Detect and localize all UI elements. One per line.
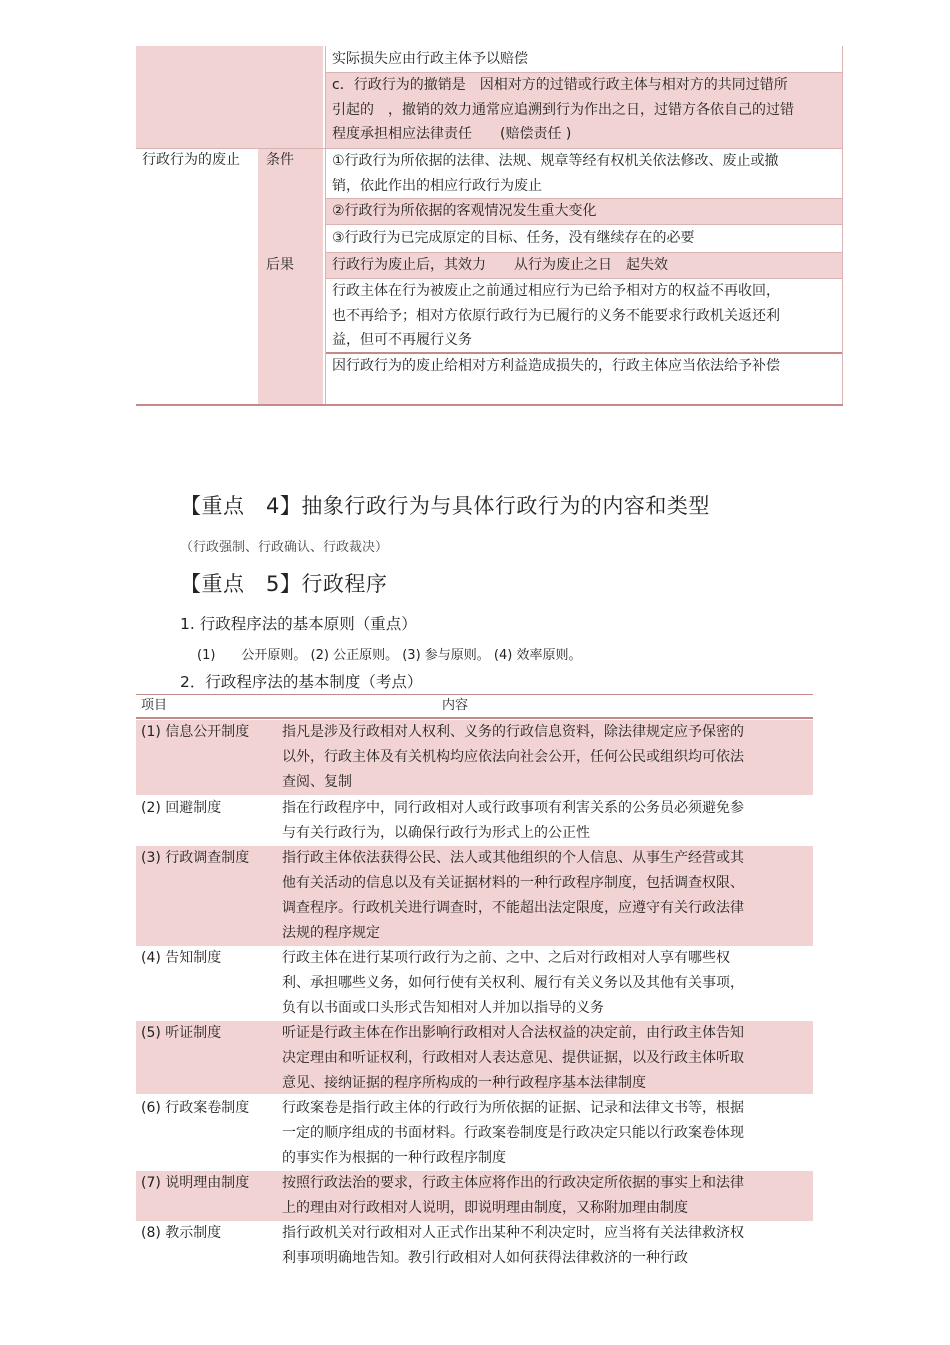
content-cell xyxy=(326,253,843,278)
content-cell xyxy=(326,46,843,72)
result-1-text: 行政行为废止后，其效力 从行为废止之日 起失效 xyxy=(332,257,668,273)
row-content: 指凡是涉及行政相对人权利、义务的行政信息资料，除法律规定应予保密的以外，行政主体及有关机构均应依法向社会公开，任何公民或组织均可依法查阅、复制 xyxy=(282,724,744,790)
row-item: (6) 行政案卷制度 xyxy=(141,1100,250,1116)
row-item: (1) 信息公开制度 xyxy=(141,724,250,740)
key5-heading: 【重点 5】行政程序 xyxy=(180,572,388,596)
row-content: 按照行政法治的要求，行政主体应将作出的行政决定所依据的事实上和法律上的理由对行政相对人说明，即说明理由制度，又称附加理由制度 xyxy=(282,1175,744,1216)
row-item: (4) 告知制度 xyxy=(141,950,222,966)
column-divider xyxy=(325,46,326,404)
key4-heading: 【重点 4】抽象行政行为与具体行政行为的内容和类型 xyxy=(180,494,710,518)
row-item: (8) 教示制度 xyxy=(141,1225,222,1241)
divider xyxy=(326,252,843,253)
row-content: 指在行政程序中，同行政相对人或行政事项有利害关系的公务员必须避免参与有关行政行为，以确保行政行为形式上的公正性 xyxy=(282,800,744,841)
key4-subtitle: （行政强制、行政确认、行政裁决） xyxy=(180,540,389,555)
condition-2-text: ②行政行为所依据的客观情况发生重大变化 xyxy=(332,203,597,219)
content-cell xyxy=(326,354,843,406)
row-item: (5) 听证制度 xyxy=(141,1025,222,1041)
table-row xyxy=(136,796,813,846)
table-row xyxy=(136,1221,813,1271)
right-border xyxy=(842,46,843,404)
row-content: 行政主体在进行某项行政行为之前、之中、之后对行政相对人享有哪些权利、承担哪些义务，如何行使有关权利、履行有关义务以及其他有关事项，负有以书面或口头形式告知相对人并加以指导的义务 xyxy=(282,950,744,1016)
principles-heading: 1. 行政程序法的基本原则（重点） xyxy=(180,615,417,633)
label-cell-blank xyxy=(136,46,323,148)
divider xyxy=(136,148,843,149)
condition-label: 条件 xyxy=(266,152,294,168)
condition-1-text: ①行政行为所依据的法律、法规、规章等经有权机关依法修改、废止或撤销，依此作出的相应行政行为废止 xyxy=(332,153,779,194)
content-cell xyxy=(326,279,843,352)
content-cell xyxy=(326,73,843,148)
result-3-text: 因行政行为的废止给相对方利益造成损失的，行政主体应当依法给予补偿 xyxy=(332,358,780,374)
table-row xyxy=(136,720,813,795)
result-label: 后果 xyxy=(266,257,294,273)
table-row xyxy=(136,846,813,946)
table-row xyxy=(136,1171,813,1221)
condition-3-text: ③行政行为已完成原定的目标、任务，没有继续存在的必要 xyxy=(332,230,695,246)
row-content: 行政案卷是指行政主体的行政行为所依据的证据、记录和法律文书等，根据一定的顺序组成的书面材料。行政案卷制度是行政决定只能以行政案卷体现的事实作为根据的一种行政程序制度 xyxy=(282,1100,744,1166)
result-2-text: 行政主体在行为被废止之前通过相应行为已给予相对方的权益不再收回，也不再给予；相对方依原行政行为已履行的义务不能要求行政机关返还利益，但可不再履行义务 xyxy=(332,283,780,348)
content-cell xyxy=(326,149,843,199)
divider xyxy=(326,278,843,279)
table-row xyxy=(136,1096,813,1171)
row-content: 听证是行政主体在作出影响行政相对人合法权益的决定前，由行政主体告知决定理由和听证权利，行政相对人表达意见、提供证据，以及行政主体听取意见、接纳证据的程序所构成的一种行政程序基本法律制度 xyxy=(282,1025,744,1091)
revocation-abolition-table xyxy=(136,46,843,406)
table-header xyxy=(136,694,813,719)
divider xyxy=(326,224,843,225)
content-cell xyxy=(326,199,843,224)
divider xyxy=(326,198,843,199)
table-row xyxy=(136,1021,813,1094)
systems-heading: 2．行政程序法的基本制度（考点） xyxy=(180,673,423,691)
row-item: (7) 说明理由制度 xyxy=(141,1175,250,1191)
row-item: (2) 回避制度 xyxy=(141,800,222,816)
header-content: 内容 xyxy=(442,698,469,713)
row-item: (3) 行政调查制度 xyxy=(141,850,250,866)
revocation-c-text: c．行政行为的撤销是 因相对方的过错或行政主体与相对方的共同过错所引起的 ，撤销的效力通常应追溯到行为作出之日，过错方各依自己的过错程度承担相应法律责任 (赔偿责任 ) xyxy=(332,77,794,142)
row-content: 指行政主体依法获得公民、法人或其他组织的个人信息、从事生产经营或其他有关活动的信息以及有关证据材料的一种行政程序制度，包括调查权限、调查程序。行政机关进行调查时，不能超出法定限度，应遵守有关行政法律法规的程序规定 xyxy=(282,850,744,941)
content-cell xyxy=(326,225,843,252)
principles-list: (1) 公开原则。 (2) 公正原则。 (3) 参与原则。 (4) 效率原则。 xyxy=(197,648,582,663)
divider xyxy=(326,352,843,354)
table-row xyxy=(136,946,813,1021)
table-bottom-border xyxy=(136,404,843,406)
divider xyxy=(326,72,843,73)
header-item: 项目 xyxy=(141,698,168,713)
row-content: 指行政机关对行政相对人正式作出某种不利决定时，应当将有关法律救济权利事项明确地告知。教引行政相对人如何获得法律救济的一种行政 xyxy=(282,1225,744,1266)
abolition-label: 行政行为的废止 xyxy=(142,152,240,168)
compensation-tail-text: 实际损失应由行政主体予以赔偿 xyxy=(332,51,528,67)
